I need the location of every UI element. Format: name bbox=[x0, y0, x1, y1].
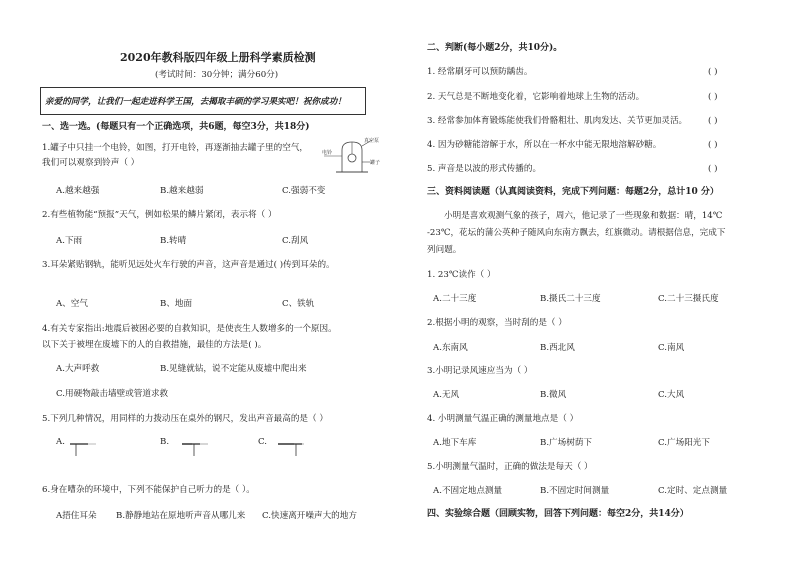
q6-option-c: C.快速离开噪声大的地方 bbox=[262, 511, 357, 521]
rq2-option-b: B.西北风 bbox=[540, 343, 575, 353]
section4-heading: 四、实验综合题（回顾实物，回答下列问题：每空2分，共14分） bbox=[427, 509, 689, 519]
rq1-text: 1. 23℃读作（ ） bbox=[427, 270, 496, 280]
fig-label-pump: 真空泵 bbox=[364, 138, 380, 144]
rq2-option-c: C.南风 bbox=[658, 343, 685, 353]
rq4-option-a: A.地下车库 bbox=[433, 438, 477, 448]
fig-label-bell: 电铃 bbox=[322, 150, 333, 156]
q4-line1: 4.有关专家指出:地震后被困必要的自救知识，是使丧生人数增多的一个原因。 bbox=[42, 324, 337, 334]
rq3-option-a: A.无风 bbox=[433, 390, 460, 400]
judge-5: 5. 声音是以波的形式传播的。 bbox=[427, 164, 542, 174]
section1-heading: 一、选一选。(每题只有一个正确选项，共6题，每空3分，共18分) bbox=[42, 122, 310, 132]
judge-4-blank: ( ) bbox=[708, 140, 718, 150]
banner-text: 亲爱的同学，让我们一起走进科学王国，去揭取丰硕的学习果实吧！祝你成功！ bbox=[45, 97, 346, 107]
fig-label-jar: 罐子 bbox=[370, 160, 381, 166]
rq2-option-a: A.东南风 bbox=[433, 343, 468, 353]
rq4-option-b: B.广场树荫下 bbox=[540, 438, 593, 448]
q2-option-a: A.下雨 bbox=[56, 236, 83, 246]
reading-line3: 列问题。 bbox=[427, 245, 462, 255]
bell-jar-figure bbox=[322, 136, 382, 176]
judge-3-blank: ( ) bbox=[708, 116, 718, 126]
ruler-figure-b bbox=[180, 434, 210, 458]
q1-option-c: C.强弱不变 bbox=[282, 186, 326, 196]
judge-5-blank: ( ) bbox=[708, 164, 718, 174]
rq3-text: 3.小明记录风速应当为（ ） bbox=[427, 366, 533, 376]
judge-4: 4. 因为砂糖能溶解于水，所以在一杯水中能无限地溶解砂糖。 bbox=[427, 140, 662, 150]
q6-text: 6.身在嘈杂的环境中，下列不能保护自己听力的是（ ）。 bbox=[42, 485, 255, 495]
ruler-figure-c bbox=[276, 434, 306, 458]
rq1-option-c: C.二十三摄氏度 bbox=[658, 294, 719, 304]
q6-option-b: B.静静地站在原地听声音从哪儿来 bbox=[116, 511, 246, 521]
rq1-option-b: B.摄氏二十三度 bbox=[540, 294, 601, 304]
rq2-text: 2.根据小明的观察，当时刮的是（ ） bbox=[427, 318, 567, 328]
rq1-option-a: A.二十三度 bbox=[433, 294, 477, 304]
ruler-figure-a bbox=[68, 434, 98, 458]
q1-line1: 1.罐子中只挂一个电铃，如图，打开电铃，再逐渐抽去罐子里的空气， bbox=[42, 143, 309, 153]
rq5-option-a: A.不固定地点测量 bbox=[433, 486, 503, 496]
rq3-option-c: C.大风 bbox=[658, 390, 685, 400]
q5-option-b: B. bbox=[160, 437, 170, 447]
q1-option-b: B.越来越弱 bbox=[160, 186, 204, 196]
q2-option-c: C.刮风 bbox=[282, 236, 309, 246]
q1-option-a: A.越来越强 bbox=[56, 186, 100, 196]
exam-subtitle: (考试时间：30分钟；满分60分) bbox=[155, 70, 279, 80]
q3-option-b: B、地面 bbox=[160, 299, 193, 309]
q3-option-c: C、铁轨 bbox=[282, 299, 315, 309]
q2-option-b: B.转晴 bbox=[160, 236, 187, 246]
q6-option-a: A捂住耳朵 bbox=[56, 511, 97, 521]
reading-line2: -23℃，花坛的蒲公英种子随风向东南方飘去，红旗微动。请根据信息，完成下 bbox=[427, 228, 726, 238]
exam-title: 2020年教科版四年级上册科学素质检测 bbox=[120, 51, 316, 64]
q1-line2: 我们可以观察到铃声（ ） bbox=[42, 158, 140, 168]
section3-heading: 三、资料阅读题（认真阅读资料，完成下列问题：每题2分，总计10 分） bbox=[427, 187, 719, 197]
judge-2-blank: ( ) bbox=[708, 92, 718, 102]
q5-option-a: A. bbox=[56, 437, 65, 447]
q4-option-a: A.大声呼救 bbox=[56, 364, 100, 374]
q4-option-c: C.用硬物敲击墙壁或管道求救 bbox=[56, 389, 169, 399]
rq5-option-c: C.定时、定点测量 bbox=[658, 486, 728, 496]
encouragement-banner bbox=[40, 87, 366, 115]
judge-1: 1. 经常刷牙可以预防龋齿。 bbox=[427, 67, 533, 77]
q2-text: 2.有些植物能“预报”天气，例如松果的鳞片紧闭，表示将（ ） bbox=[42, 210, 277, 220]
q4-line2: 以下关于被埋在废墟下的人的自救措施，最佳的方法是( )。 bbox=[42, 340, 267, 350]
rq5-text: 5.小明测量气温时，正确的做法是每天（ ） bbox=[427, 462, 593, 472]
rq3-option-b: B.微风 bbox=[540, 390, 567, 400]
judge-3: 3. 经常参加体育锻炼能使我们骨骼粗壮、肌肉发达、关节更加灵活。 bbox=[427, 116, 688, 126]
q3-option-a: A、空气 bbox=[56, 299, 88, 309]
rq4-text: 4. 小明测量气温正确的测量地点是（ ） bbox=[427, 414, 579, 424]
section2-heading: 二、判断(每小题2分，共10分)。 bbox=[427, 43, 563, 53]
q3-text: 3.耳朵紧贴钢轨，能听见远处火车行驶的声音，这声音是通过( )传到耳朵的。 bbox=[42, 260, 335, 270]
rq4-option-c: C.广场阳光下 bbox=[658, 438, 710, 448]
q5-text: 5.下列几种情况，用同样的力拨动压在桌外的钢尺，发出声音最高的是（ ） bbox=[42, 414, 328, 424]
judge-1-blank: ( ) bbox=[708, 67, 718, 77]
judge-2: 2. 天气总是不断地变化着，它影响着地球上生物的活动。 bbox=[427, 92, 645, 102]
rq5-option-b: B.不固定时间测量 bbox=[540, 486, 610, 496]
q4-option-b: B.见缝就钻，说不定能从废墟中爬出来 bbox=[160, 364, 307, 374]
reading-line1: 小明是喜欢观测气象的孩子，周六，他记录了一些现象和数据：晴，14℃ bbox=[444, 211, 723, 221]
q5-option-c: C. bbox=[258, 437, 268, 447]
